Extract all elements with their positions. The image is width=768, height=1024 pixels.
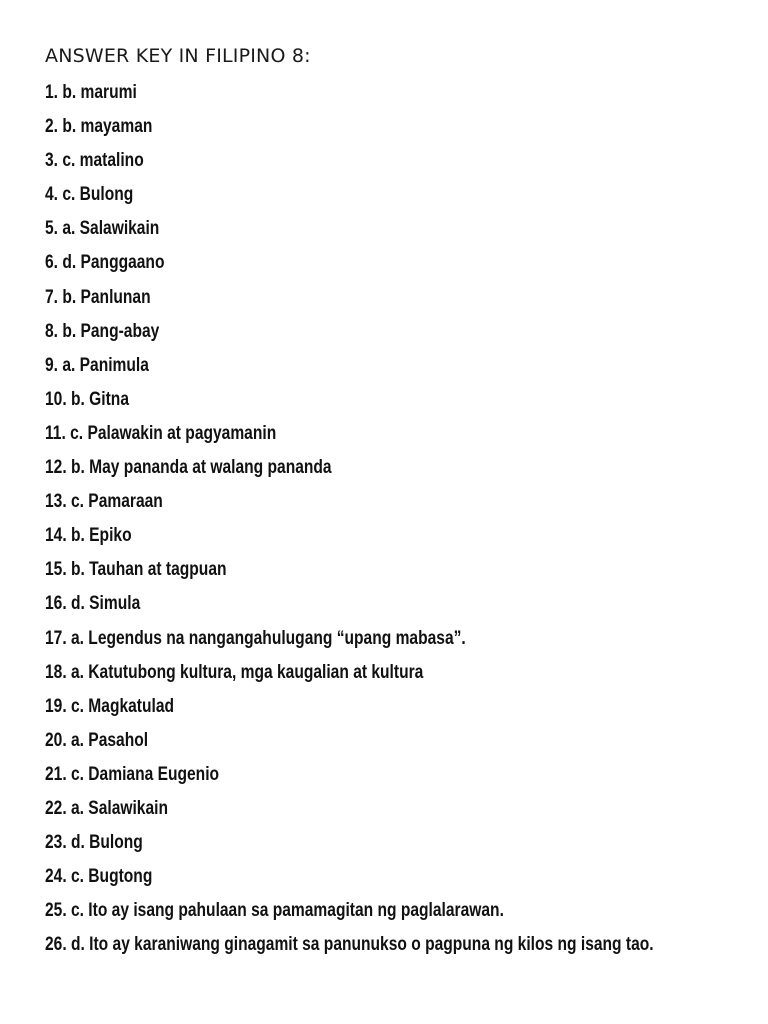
answer-item: 22. a. Salawikain — [45, 797, 168, 819]
answer-item: 4. c. Bulong — [45, 184, 134, 206]
answer-item: 6. d. Panggaano — [45, 252, 165, 274]
answer-item: 5. a. Salawikain — [45, 218, 160, 240]
answer-list — [45, 81, 768, 967]
answer-item: 18. a. Katutubong kultura, mga kaugalian at kultura — [45, 661, 424, 683]
answer-item: 20. a. Pasahol — [45, 729, 149, 751]
answer-item: 13. c. Pamaraan — [45, 491, 163, 513]
answer-item: 24. c. Bugtong — [45, 866, 153, 888]
answer-item: 25. c. Ito ay isang pahulaan sa pamamagitan ng paglalarawan. — [45, 900, 504, 922]
answer-item: 11. c. Palawakin at pagyamanin — [45, 422, 277, 444]
answer-item: 17. a. Legendus na nangangahulugang “upang mabasa”. — [45, 627, 466, 649]
answer-item: 7. b. Panlunan — [45, 286, 151, 308]
answer-item: 3. c. matalino — [45, 150, 144, 172]
answer-item: 1. b. marumi — [45, 82, 137, 103]
answer-item: 21. c. Damiana Eugenio — [45, 763, 220, 785]
answer-item: 19. c. Magkatulad — [45, 695, 175, 717]
page-title: ANSWER KEY IN FILIPINO 8: — [45, 45, 311, 67]
answer-item: 9. a. Panimula — [45, 354, 149, 376]
answer-item: 15. b. Tauhan at tagpuan — [45, 559, 227, 581]
answer-item: 23. d. Bulong — [45, 832, 143, 854]
answer-item: 26. d. Ito ay karaniwang ginagamit sa panunukso o pagpuna ng kilos ng isang tao. — [45, 934, 654, 956]
answer-item: 8. b. Pang-abay — [45, 320, 160, 342]
answer-item: 10. b. Gitna — [45, 388, 129, 410]
answer-item: 2. b. mayaman — [45, 116, 153, 138]
answer-item: 16. d. Simula — [45, 593, 141, 615]
answer-item: 12. b. May pananda at walang pananda — [45, 457, 332, 479]
answer-item: 14. b. Epiko — [45, 525, 132, 547]
